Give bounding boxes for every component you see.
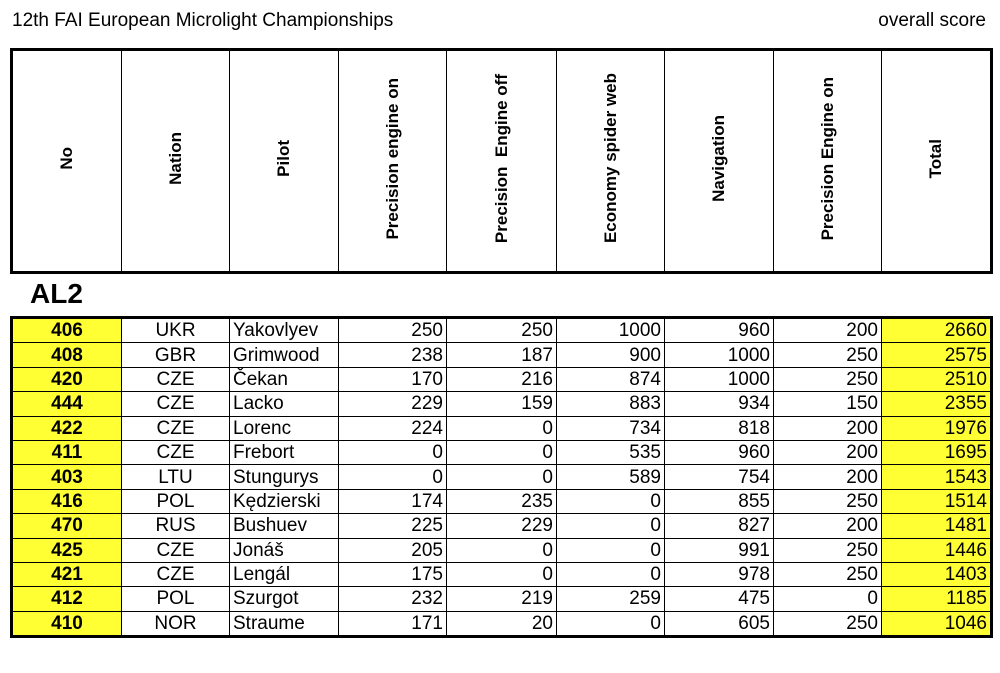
total-score: 2660: [882, 318, 992, 343]
nation: CZE: [122, 392, 230, 416]
precision-engine-on-score: 171: [339, 611, 447, 636]
navigation-score: 960: [665, 318, 774, 343]
precision-engine-on-2-score: 250: [774, 367, 882, 391]
economy-score: 0: [557, 611, 665, 636]
table-row: [12, 514, 992, 538]
pilot-number: 416: [12, 489, 122, 513]
precision-engine-off-score: 20: [447, 611, 557, 636]
column-header-label: No: [57, 147, 76, 170]
table-row: [12, 489, 992, 513]
navigation-score: 827: [665, 514, 774, 538]
total-score: 1446: [882, 538, 992, 562]
precision-engine-on-2-score: 200: [774, 514, 882, 538]
nation: NOR: [122, 611, 230, 636]
pilot-number: 406: [12, 318, 122, 343]
navigation-score: 1000: [665, 367, 774, 391]
pilot-number: 444: [12, 392, 122, 416]
nation: UKR: [122, 318, 230, 343]
document-subtitle: overall score: [878, 10, 986, 31]
column-header: [230, 50, 339, 273]
table-row: [12, 562, 992, 586]
class-label: AL2: [30, 278, 83, 309]
nation: POL: [122, 587, 230, 611]
nation: CZE: [122, 367, 230, 391]
precision-engine-on-score: 0: [339, 440, 447, 464]
table-row: [12, 367, 992, 391]
pilot-number: 421: [12, 562, 122, 586]
column-header-label: Navigation: [709, 115, 728, 202]
document-title: 12th FAI European Microlight Championships: [12, 10, 394, 31]
precision-engine-on-2-score: 150: [774, 392, 882, 416]
pilot-name: Bushuev: [230, 514, 339, 538]
pilot-name: Lacko: [230, 392, 339, 416]
total-score: 1695: [882, 440, 992, 464]
navigation-score: 754: [665, 465, 774, 489]
table-row: [12, 318, 992, 343]
economy-score: 259: [557, 587, 665, 611]
pilot-number: 410: [12, 611, 122, 636]
pilot-number: 420: [12, 367, 122, 391]
economy-score: 0: [557, 562, 665, 586]
column-header-label: Pilot: [274, 140, 293, 177]
precision-engine-off-score: 235: [447, 489, 557, 513]
total-score: 2355: [882, 392, 992, 416]
column-header-label: Nation: [165, 132, 185, 185]
economy-score: 900: [557, 343, 665, 367]
pilot-name: Stungurys: [230, 465, 339, 489]
total-score: 1514: [882, 489, 992, 513]
navigation-score: 855: [665, 489, 774, 513]
table-row: [12, 465, 992, 489]
pilot-name: Straume: [230, 611, 339, 636]
navigation-score: 960: [665, 440, 774, 464]
table-row: [12, 611, 992, 636]
economy-score: 874: [557, 367, 665, 391]
pilot-name: Kędzierski: [230, 489, 339, 513]
precision-engine-off-score: 229: [447, 514, 557, 538]
header-table: [10, 48, 993, 274]
nation: GBR: [122, 343, 230, 367]
pilot-number: 412: [12, 587, 122, 611]
pilot-number: 470: [12, 514, 122, 538]
nation: CZE: [122, 416, 230, 440]
total-score: 2575: [882, 343, 992, 367]
column-header: [339, 50, 447, 273]
column-header: [12, 50, 122, 273]
column-header-label: Precision Engine off: [491, 73, 511, 244]
precision-engine-on-score: 224: [339, 416, 447, 440]
pilot-name: Szurgot: [230, 587, 339, 611]
nation: LTU: [122, 465, 230, 489]
precision-engine-off-score: 0: [447, 416, 557, 440]
navigation-score: 818: [665, 416, 774, 440]
nation: CZE: [122, 562, 230, 586]
pilot-name: Jonáš: [230, 538, 339, 562]
pilot-number: 425: [12, 538, 122, 562]
economy-score: 883: [557, 392, 665, 416]
precision-engine-off-score: 187: [447, 343, 557, 367]
pilot-name: Lengál: [230, 562, 339, 586]
total-score: 1543: [882, 465, 992, 489]
column-header-label: Precision engine on: [382, 77, 402, 240]
column-header: [882, 50, 992, 273]
total-score: 1976: [882, 416, 992, 440]
precision-engine-off-score: 0: [447, 465, 557, 489]
table-row: [12, 440, 992, 464]
column-header-label: Economy spider web: [600, 73, 620, 244]
economy-score: 535: [557, 440, 665, 464]
precision-engine-on-score: 170: [339, 367, 447, 391]
precision-engine-on-2-score: 200: [774, 416, 882, 440]
precision-engine-on-score: 250: [339, 318, 447, 343]
column-header: [122, 50, 230, 273]
economy-score: 734: [557, 416, 665, 440]
total-score: 2510: [882, 367, 992, 391]
pilot-name: Frebort: [230, 440, 339, 464]
column-header: [665, 50, 774, 273]
precision-engine-on-score: 0: [339, 465, 447, 489]
pilot-name: Čekan: [230, 367, 339, 391]
column-header: [774, 50, 882, 273]
precision-engine-on-2-score: 200: [774, 440, 882, 464]
total-score: 1185: [882, 587, 992, 611]
navigation-score: 1000: [665, 343, 774, 367]
precision-engine-on-score: 205: [339, 538, 447, 562]
precision-engine-off-score: 0: [447, 440, 557, 464]
precision-engine-on-score: 238: [339, 343, 447, 367]
precision-engine-on-2-score: 250: [774, 343, 882, 367]
economy-score: 1000: [557, 318, 665, 343]
pilot-number: 408: [12, 343, 122, 367]
pilot-number: 403: [12, 465, 122, 489]
column-header: [557, 50, 665, 273]
score-table: [10, 316, 993, 638]
precision-engine-off-score: 219: [447, 587, 557, 611]
total-score: 1481: [882, 514, 992, 538]
precision-engine-on-2-score: 0: [774, 587, 882, 611]
precision-engine-off-score: 0: [447, 562, 557, 586]
economy-score: 589: [557, 465, 665, 489]
pilot-number: 411: [12, 440, 122, 464]
navigation-score: 605: [665, 611, 774, 636]
total-score: 1403: [882, 562, 992, 586]
precision-engine-on-score: 175: [339, 562, 447, 586]
precision-engine-on-2-score: 200: [774, 318, 882, 343]
pilot-name: Yakovlyev: [230, 318, 339, 343]
table-row: [12, 587, 992, 611]
precision-engine-on-2-score: 250: [774, 538, 882, 562]
precision-engine-off-score: 250: [447, 318, 557, 343]
navigation-score: 991: [665, 538, 774, 562]
precision-engine-off-score: 159: [447, 392, 557, 416]
precision-engine-on-2-score: 250: [774, 611, 882, 636]
column-header: [447, 50, 557, 273]
precision-engine-on-2-score: 250: [774, 489, 882, 513]
precision-engine-on-2-score: 200: [774, 465, 882, 489]
economy-score: 0: [557, 489, 665, 513]
precision-engine-on-score: 229: [339, 392, 447, 416]
table-row: [12, 538, 992, 562]
table-row: [12, 392, 992, 416]
economy-score: 0: [557, 538, 665, 562]
precision-engine-on-2-score: 250: [774, 562, 882, 586]
column-header-label: Total: [926, 138, 945, 179]
pilot-number: 422: [12, 416, 122, 440]
nation: CZE: [122, 538, 230, 562]
navigation-score: 475: [665, 587, 774, 611]
table-row: [12, 416, 992, 440]
nation: POL: [122, 489, 230, 513]
nation: CZE: [122, 440, 230, 464]
economy-score: 0: [557, 514, 665, 538]
column-header-label: Precision Engine on: [817, 76, 837, 241]
total-score: 1046: [882, 611, 992, 636]
precision-engine-off-score: 0: [447, 538, 557, 562]
pilot-name: Grimwood: [230, 343, 339, 367]
navigation-score: 978: [665, 562, 774, 586]
table-row: [12, 343, 992, 367]
navigation-score: 934: [665, 392, 774, 416]
precision-engine-off-score: 216: [447, 367, 557, 391]
precision-engine-on-score: 232: [339, 587, 447, 611]
pilot-name: Lorenc: [230, 416, 339, 440]
nation: RUS: [122, 514, 230, 538]
precision-engine-on-score: 174: [339, 489, 447, 513]
precision-engine-on-score: 225: [339, 514, 447, 538]
